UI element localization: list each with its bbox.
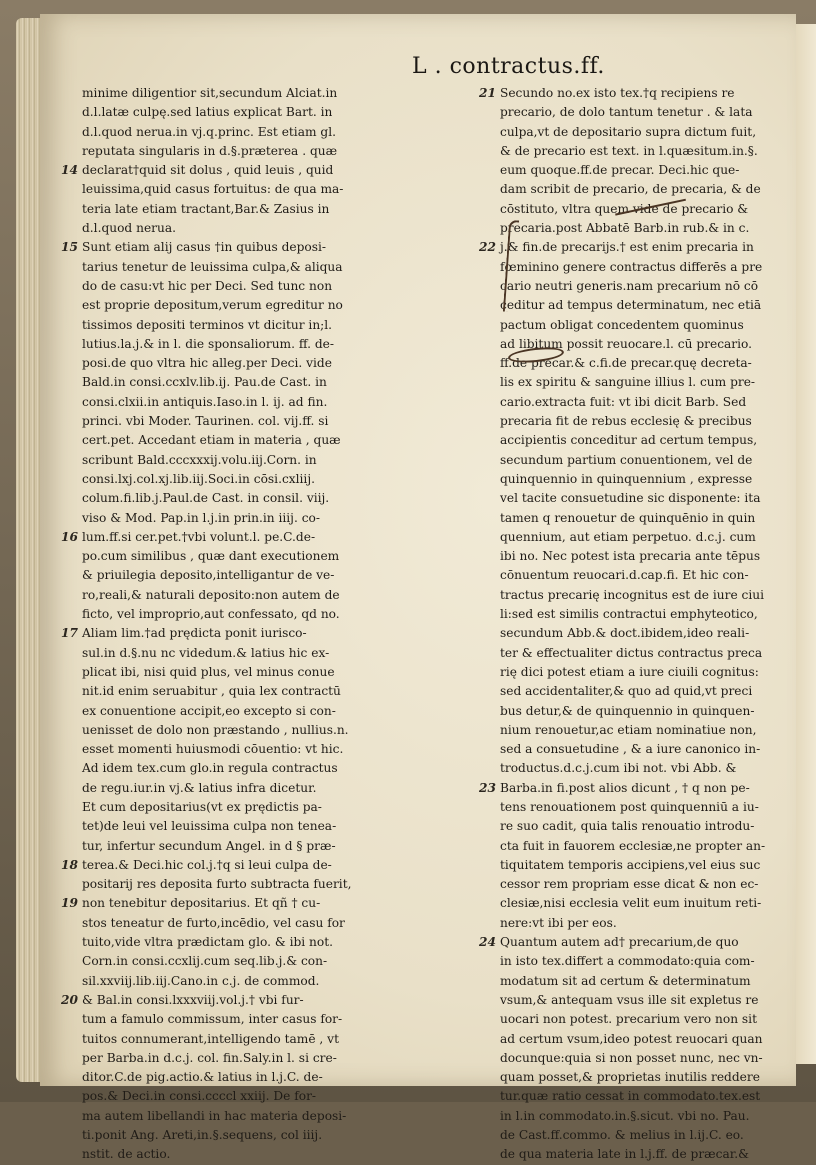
line-text: consi.lxj.col.xj.lib.iij.Soci.in cōsi.cxliij. (82, 471, 315, 486)
text-line (82, 952, 494, 971)
line-text: de Cast.ff.commo. & melius in l.ij.C. eo. (500, 1128, 744, 1143)
text-line (82, 509, 494, 528)
text-line (61, 991, 494, 1010)
text-line (82, 1049, 494, 1068)
line-text: fœminino genere contractus differēs a pre (500, 259, 763, 274)
text-line (500, 1126, 790, 1145)
text-line (500, 663, 790, 682)
line-text: minime diligentior sit,secundum Alciat.in (82, 86, 338, 100)
line-text: tur, infertur secundum Angel. in d § præ- (82, 838, 336, 853)
line-text: eum quoque.ff.de precar. Deci.hic que- (500, 163, 740, 178)
text-line (82, 123, 494, 142)
text-line (82, 431, 494, 450)
text-line (500, 1068, 790, 1087)
line-text: docunque:quia si non posset nunc, nec vn- (500, 1050, 763, 1065)
text-line (500, 952, 790, 971)
line-text: dam scribit de precario, de precaria, & de (500, 182, 761, 197)
line-text: Corn.in consi.ccxlij.cum seq.lib.j.& con- (82, 954, 328, 969)
text-line (82, 933, 494, 952)
line-text: cario.extracta fuit: vt ibi dicit Barb. Sed (500, 394, 747, 409)
text-line (500, 316, 790, 335)
text-line (500, 1049, 790, 1068)
line-text: tractus precarię incognitus est de iure ciui (500, 587, 765, 602)
line-text: tens renouationem post quinquenniū a iu- (500, 799, 759, 814)
text-line (82, 875, 494, 894)
line-text: cessor rem propriam esse dicat & non ec- (500, 877, 759, 892)
text-line (82, 702, 494, 721)
text-line (500, 547, 790, 566)
line-text: Secundo no.ex isto tex.†q recipiens re (500, 86, 735, 100)
line-text: j.& fin.de precarijs.† est enim precaria in (500, 240, 754, 255)
line-text: ficto, vel improprio,aut confessato, qd no. (82, 607, 340, 622)
line-text: troductus.d.c.j.cum ibi not. vbi Abb. & (500, 761, 737, 776)
text-line (500, 489, 790, 508)
paragraph-number: 21 (479, 86, 496, 100)
text-line (500, 605, 790, 624)
line-text: d.l.quod nerua. (82, 221, 176, 236)
line-text: ex conuentione accipit,eo excepto si con- (82, 703, 336, 718)
text-line (82, 566, 494, 585)
line-text: nere:vt ibi per eos. (500, 915, 617, 930)
text-line (82, 759, 494, 778)
text-line (500, 798, 790, 817)
text-line (500, 837, 790, 856)
line-text: tamen q renouetur de quinquēnio in quin (500, 510, 756, 525)
text-line (82, 277, 494, 296)
text-line (61, 161, 494, 180)
text-line (61, 894, 494, 913)
line-text: clesiæ,nisi ecclesia velit eum inuitum reti- (500, 896, 762, 911)
text-line (500, 373, 790, 392)
text-line (82, 605, 494, 624)
paragraph-number: 22 (479, 240, 496, 255)
paragraph-number: 24 (479, 935, 496, 950)
text-line (500, 393, 790, 412)
text-line (82, 740, 494, 759)
line-text: leuissima,quid casus fortuitus: de qua ma- (82, 182, 344, 197)
line-text: ceditur ad tempus determinatum, nec etiā (500, 298, 762, 313)
text-line (479, 84, 790, 103)
line-text: consi.clxii.in antiquis.Iaso.in l. ij. ad fin. (82, 394, 328, 409)
text-line (82, 354, 494, 373)
line-text: Quantum autem ad† precarium,de quo (500, 935, 739, 950)
line-text: ad certum vsum,ideo potest reuocari quan (500, 1031, 763, 1046)
line-text: do de casu:vt hic per Deci. Sed tunc non (82, 278, 333, 293)
text-line (82, 682, 494, 701)
text-line (82, 586, 494, 605)
line-text: in isto tex.differt a commodato:quia com- (500, 954, 755, 969)
paragraph-number: 14 (61, 163, 78, 178)
line-text: de regu.iur.in vj.& latius infra dicetur. (82, 780, 317, 795)
line-text: ditor.C.de pig.actio.& latius in l.j.C. de- (82, 1070, 323, 1085)
paragraph-number: 18 (61, 857, 78, 872)
line-text: esset momenti huiusmodi cōuentio: vt hic. (82, 742, 344, 757)
line-text: reputata singularis in d.§.præterea . quæ (82, 143, 338, 158)
text-line (82, 644, 494, 663)
text-line (500, 702, 790, 721)
text-line (82, 817, 494, 836)
line-text: Et cum depositarius(vt ex prędictis pa- (82, 799, 322, 814)
text-line (82, 1010, 494, 1029)
paragraph-number: 20 (61, 992, 78, 1007)
text-line (500, 296, 790, 315)
text-line (82, 1030, 494, 1049)
text-line (82, 200, 494, 219)
text-line (82, 84, 494, 103)
text-line (500, 528, 790, 547)
text-line (82, 142, 494, 161)
text-line (82, 296, 494, 315)
line-text: cario neutri generis.nam precarium nō cō (500, 278, 759, 293)
text-line (500, 914, 790, 933)
text-line (82, 470, 494, 489)
text-line (500, 1030, 790, 1049)
text-line (500, 566, 790, 585)
line-text: plicat ibi, nisi quid plus, vel minus conue (82, 664, 335, 679)
text-line (82, 1145, 494, 1164)
text-line (61, 528, 494, 547)
text-line (82, 721, 494, 740)
line-text: bus detur,& de quinquennio in quinquen- (500, 703, 755, 718)
line-text: cert.pet. Accedant etiam in materia , quæ (82, 433, 341, 448)
line-text: & priuilegia deposito,intelligantur de ve- (82, 568, 335, 583)
line-text: ibi no. Nec potest ista precaria ante tēpus (500, 549, 761, 564)
line-text: viso & Mod. Pap.in l.j.in prin.in iiij. co- (82, 510, 320, 525)
paragraph-number: 15 (61, 240, 78, 255)
text-line (82, 798, 494, 817)
line-text: secundum Abb.& doct.ibidem,ideo reali- (500, 626, 750, 641)
line-text: sul.in d.§.nu nc videdum.& latius hic ex- (82, 645, 330, 660)
text-line (500, 817, 790, 836)
line-text: teria late etiam tractant,Bar.& Zasius in (82, 201, 330, 216)
text-line (500, 1087, 790, 1106)
line-text: re suo cadit, quia talis renouatio introdu- (500, 819, 755, 834)
line-text: in l.in commodato.in.§.sicut. vbi no. Pau. (500, 1108, 750, 1123)
text-line (82, 547, 494, 566)
line-text: Bald.in consi.ccxlv.lib.ij. Pau.de Cast. in (82, 375, 327, 390)
line-text: ff.de precar.& c.fi.de precar.quę decreta- (500, 356, 752, 371)
line-text: vsum,& antequam vsus ille sit expletus re (500, 992, 759, 1007)
line-text: tissimos depositi terminos vt dicitur in;l. (82, 317, 333, 332)
text-line (500, 277, 790, 296)
facing-page-edge (796, 24, 816, 1064)
text-line (500, 875, 790, 894)
left-column (61, 84, 494, 1165)
line-text: positarij res deposita furto subtracta fuerit, (82, 877, 352, 892)
line-text: est proprie depositum,verum egreditur no (82, 298, 343, 313)
line-text: ma autem libellandi in hac materia deposi- (82, 1108, 347, 1123)
line-text: ter & effectualiter dictus contractus preca (500, 645, 763, 660)
line-text: uenisset de dolo non præstando , nullius.n. (82, 722, 349, 737)
text-line (500, 258, 790, 277)
line-text: lis ex spiritu & sanguine illius l. cum pre- (500, 375, 756, 390)
text-line (500, 1145, 790, 1164)
line-text: po.cum similibus , quæ dant executionem (82, 549, 340, 564)
line-text: culpa,vt de depositario supra dictum fuit, (500, 124, 757, 139)
line-text: stos teneatur de furto,incēdio, vel casu for (82, 915, 345, 930)
text-line (82, 663, 494, 682)
text-line (500, 470, 790, 489)
line-text: pos.& Deci.in consi.ccccl xxiij. De for- (82, 1089, 317, 1104)
line-text: & Bal.in consi.lxxxviij.vol.j.† vbi fur- (82, 992, 304, 1007)
text-line (500, 740, 790, 759)
line-text: vel tacite consuetudine sic disponente: ita (500, 491, 761, 506)
paragraph-number: 23 (479, 780, 496, 795)
text-line (82, 103, 494, 122)
line-text: declarat†quid sit dolus , quid leuis , quid (82, 163, 334, 178)
line-text: Aliam lim.†ad prędicta ponit iurisco- (82, 626, 307, 641)
line-text: sil.xxviij.lib.iij.Cano.in c.j. de commod. (82, 973, 320, 988)
line-text: per Barba.in d.c.j. col. fin.Saly.in l. si cre- (82, 1050, 337, 1065)
paragraph-number: 16 (61, 529, 78, 544)
text-line (500, 682, 790, 701)
line-text: modatum sit ad certum & determinatum (500, 973, 751, 988)
text-line (500, 142, 790, 161)
text-line (500, 972, 790, 991)
text-line (82, 258, 494, 277)
text-line (500, 991, 790, 1010)
text-line (82, 412, 494, 431)
text-line (500, 856, 790, 875)
text-line (479, 238, 790, 257)
running-header: L . contractus.ff. (412, 54, 605, 79)
line-text: precario, de dolo tantum tenetur . & lata (500, 105, 753, 120)
line-text: precaria fit de rebus ecclesię & precibus (500, 414, 752, 429)
text-line (82, 373, 494, 392)
text-line (82, 779, 494, 798)
text-line (479, 933, 790, 952)
text-line (500, 624, 790, 643)
text-line (500, 509, 790, 528)
line-text: tur.quæ ratio cessat in commodato.tex.est (500, 1089, 761, 1104)
line-text: Barba.in fi.post alios dicunt , † q non pe- (500, 780, 750, 795)
line-text: nit.id enim seruabitur , quia lex contractū (82, 684, 341, 699)
text-line (500, 894, 790, 913)
line-text: lum.ff.si cer.pet.†vbi volunt.l. pe.C.de- (82, 529, 316, 544)
line-text: quam posset,& proprietas inutilis reddere (500, 1070, 760, 1085)
line-text: cta fuit in fauorem ecclesiæ,ne propter an- (500, 838, 766, 853)
line-text: posi.de quo vltra hic alleg.per Deci. vide (82, 356, 332, 371)
text-line (500, 1107, 790, 1126)
text-line (61, 856, 494, 875)
text-line (82, 180, 494, 199)
line-text: tuito,vide vltra prædictam glo. & ibi not. (82, 935, 333, 950)
line-text: precaria.post Abbatē Barb.in rub.& in c. (500, 221, 750, 236)
line-text: Sunt etiam alij casus †in quibus deposi- (82, 240, 327, 255)
text-line (500, 431, 790, 450)
text-line (61, 238, 494, 257)
text-line (82, 393, 494, 412)
text-line (82, 1107, 494, 1126)
line-text: nstit. de actio. (82, 1147, 171, 1162)
line-text: ad libitum possit reuocare.l. cū precario. (500, 336, 753, 351)
paragraph-number: 19 (61, 896, 78, 911)
line-text: quennium, aut etiam perpetuo. d.c.j. cum (500, 529, 756, 544)
text-line (61, 624, 494, 643)
line-text: tarius tenetur de leuissima culpa,& aliqua (82, 259, 343, 274)
text-line (82, 316, 494, 335)
line-text: d.l.latæ culpę.sed latius explicat Bart. in (82, 105, 333, 120)
text-line (500, 721, 790, 740)
line-text: secundum partium conuentionem, vel de (500, 452, 753, 467)
text-line (82, 1068, 494, 1087)
line-text: non tenebitur depositarius. Et qñ † cu- (82, 896, 321, 911)
text-line (500, 161, 790, 180)
line-text: cōstituto, vltra quem vide de precario & (500, 201, 749, 216)
line-text: terea.& Deci.hic col.j.†q si leui culpa de- (82, 857, 332, 872)
line-text: cōnuentum reuocari.d.cap.fi. Et hic con- (500, 568, 749, 583)
text-line (500, 759, 790, 778)
text-line (82, 1087, 494, 1106)
line-text: de qua materia late in l.j.ff. de præcar.& (500, 1147, 749, 1162)
line-text: tum a famulo commissum, inter casus for- (82, 1012, 343, 1027)
line-text: quinquennio in quinquennium , expresse (500, 471, 753, 486)
text-line (500, 586, 790, 605)
line-text: tet)de leui vel leuissima culpa non tenea- (82, 819, 337, 834)
text-line (479, 779, 790, 798)
text-line (82, 1126, 494, 1145)
line-text: sed accidentaliter,& quo ad quid,vt preci (500, 684, 753, 699)
text-line (500, 103, 790, 122)
line-text: li:sed est similis contractui emphyteotico, (500, 607, 758, 622)
line-text: accipientis conceditur ad certum tempus, (500, 433, 758, 448)
line-text: princi. vbi Moder. Taurinen. col. vij.ff. si (82, 414, 329, 429)
text-line (500, 180, 790, 199)
line-text: colum.fi.lib.j.Paul.de Cast. in consil. viij. (82, 491, 330, 506)
text-line (82, 489, 494, 508)
line-text: sed a consuetudine , & a iure canonico in- (500, 742, 761, 757)
right-column (479, 84, 790, 1165)
paragraph-number: 17 (61, 626, 78, 641)
text-line (82, 335, 494, 354)
text-line (82, 972, 494, 991)
text-line (82, 837, 494, 856)
line-text: d.l.quod nerua.in vj.q.princ. Est etiam gl. (82, 124, 336, 139)
line-text: rię dici potest etiam a iure ciuili cognitus: (500, 664, 759, 679)
text-line (500, 644, 790, 663)
line-text: Ad idem tex.cum glo.in regula contractus (82, 761, 338, 776)
line-text: nium renouetur,ac etiam nominatiue non, (500, 722, 757, 737)
line-text: tuitos connumerant,intelligendo tamē , vt (82, 1031, 339, 1046)
line-text: uocari non potest. precarium vero non sit (500, 1012, 757, 1027)
line-text: scribunt Bald.cccxxxij.volu.iij.Corn. in (82, 452, 317, 467)
line-text: & de precario est text. in l.quæsitum.in.§. (500, 143, 758, 158)
text-line (82, 451, 494, 470)
text-line (500, 451, 790, 470)
text-line (500, 412, 790, 431)
line-text: ro,reali,& naturali deposito:non autem de (82, 587, 340, 602)
line-text: lutius.la.j.& in l. die sponsaliorum. ff. de- (82, 336, 334, 351)
line-text: ti.ponit Ang. Areti,in.§.sequens, col iiij. (82, 1128, 323, 1143)
text-line (82, 914, 494, 933)
line-text: pactum obligat concedentem quominus (500, 317, 744, 332)
text-line (500, 1010, 790, 1029)
text-line (500, 123, 790, 142)
line-text: tiquitatem temporis accipiens,vel eius suc (500, 857, 761, 872)
text-line (82, 219, 494, 238)
